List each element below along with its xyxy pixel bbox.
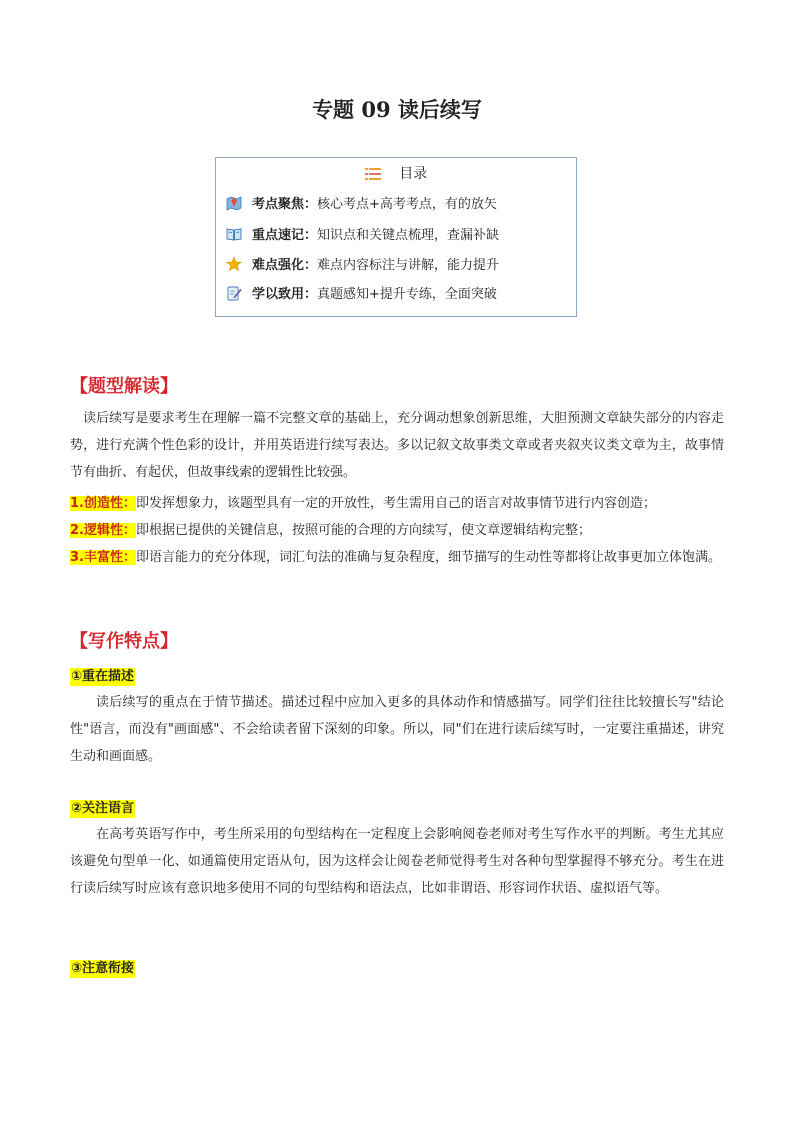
point-logic (70, 517, 724, 544)
point-creativity (70, 490, 724, 517)
star-icon (226, 256, 242, 272)
point-text: 即根据已提供的关键信息，按照可能的合理的方向续写，使文章逻辑结构完整； (135, 523, 591, 538)
toc-item-label: 考点聚焦： (252, 197, 318, 212)
point-label: 2.逻辑性： (70, 523, 136, 538)
section-heading-question-type: 【题型解读】 (70, 376, 178, 397)
toc-item-label: 重点速记： (252, 228, 318, 243)
section-heading-writing-features: 【写作特点】 (70, 631, 178, 652)
toc-item-practice[interactable] (226, 285, 497, 305)
toc-item-label: 学以致用： (252, 287, 318, 302)
book-icon (226, 226, 242, 242)
edit-icon (226, 285, 242, 301)
toc-item-label: 难点强化： (252, 258, 318, 273)
subheading-language: ②关注语言 (71, 801, 135, 816)
paragraph-description: 读后续写的重点在于情节描述。描述过程中应加入更多的具体动作和情感描写。同学们往往比较擅长写"结论性"语言，而没有"画面感"、不会给读者留下深刻的印象。所以，同"们在进行读后续写时，一定要注重描述，讲究生动和画面感。 (70, 695, 724, 764)
toc-item-text: 难点内容标注与讲解，能力提升 (317, 258, 500, 273)
toc-item-text: 真题感知+提升专练，全面突破 (317, 287, 497, 302)
toc-item-text: 知识点和关键点梳理，查漏补缺 (317, 228, 500, 243)
toc-heading: 目录 (399, 166, 428, 182)
toc-item-memo[interactable] (226, 226, 499, 246)
subheading-description: ①重在描述 (71, 669, 135, 684)
map-icon (226, 195, 242, 211)
point-text: 即语言能力的充分体现，词汇句法的准确与复杂程度，细节描写的生动性等都将让故事更加立体饱满。 (135, 550, 721, 565)
point-text: 即发挥想象力，该题型具有一定的开放性，考生需用自己的语言对故事情节进行内容创造； (135, 496, 656, 511)
table-of-contents (215, 157, 577, 317)
point-richness (70, 544, 724, 571)
page-title: 专题 09 读后续写 (312, 97, 482, 122)
list-icon (365, 168, 381, 180)
point-label: 3.丰富性： (70, 550, 136, 565)
subheading-cohesion: ③注意衔接 (71, 961, 135, 976)
intro-paragraph: 读后续写是要求考生在理解一篇不完整文章的基础上，充分调动想象创新思维，大胆预测文章缺失部分的内容走势，进行充满个性色彩的设计，并用英语进行续写表达。多以记叙文故事类文章或者夹叙夹议类文章为主，故事情节有曲折、有起伏，但故事线索的逻辑性比较强。 (70, 411, 724, 480)
paragraph-language: 在高考英语写作中，考生所采用的句型结构在一定程度上会影响阅卷老师对考生写作水平的判断。考生尤其应该避免句型单一化、如通篇使用定语从句，因为这样会让阅卷老师觉得考生对各种句型掌握得不够充分。考生在进行读后续写时应该有意识地多使用不同的句型结构和语法点，比如非谓语、形容词作状语、虚拟语气等。 (70, 827, 724, 896)
toc-item-focus[interactable] (226, 195, 497, 215)
toc-heading-row (216, 163, 576, 183)
point-label: 1.创造性： (70, 496, 136, 511)
toc-item-text: 核心考点+高考考点，有的放矢 (317, 197, 497, 212)
toc-item-difficulty[interactable] (226, 256, 499, 276)
